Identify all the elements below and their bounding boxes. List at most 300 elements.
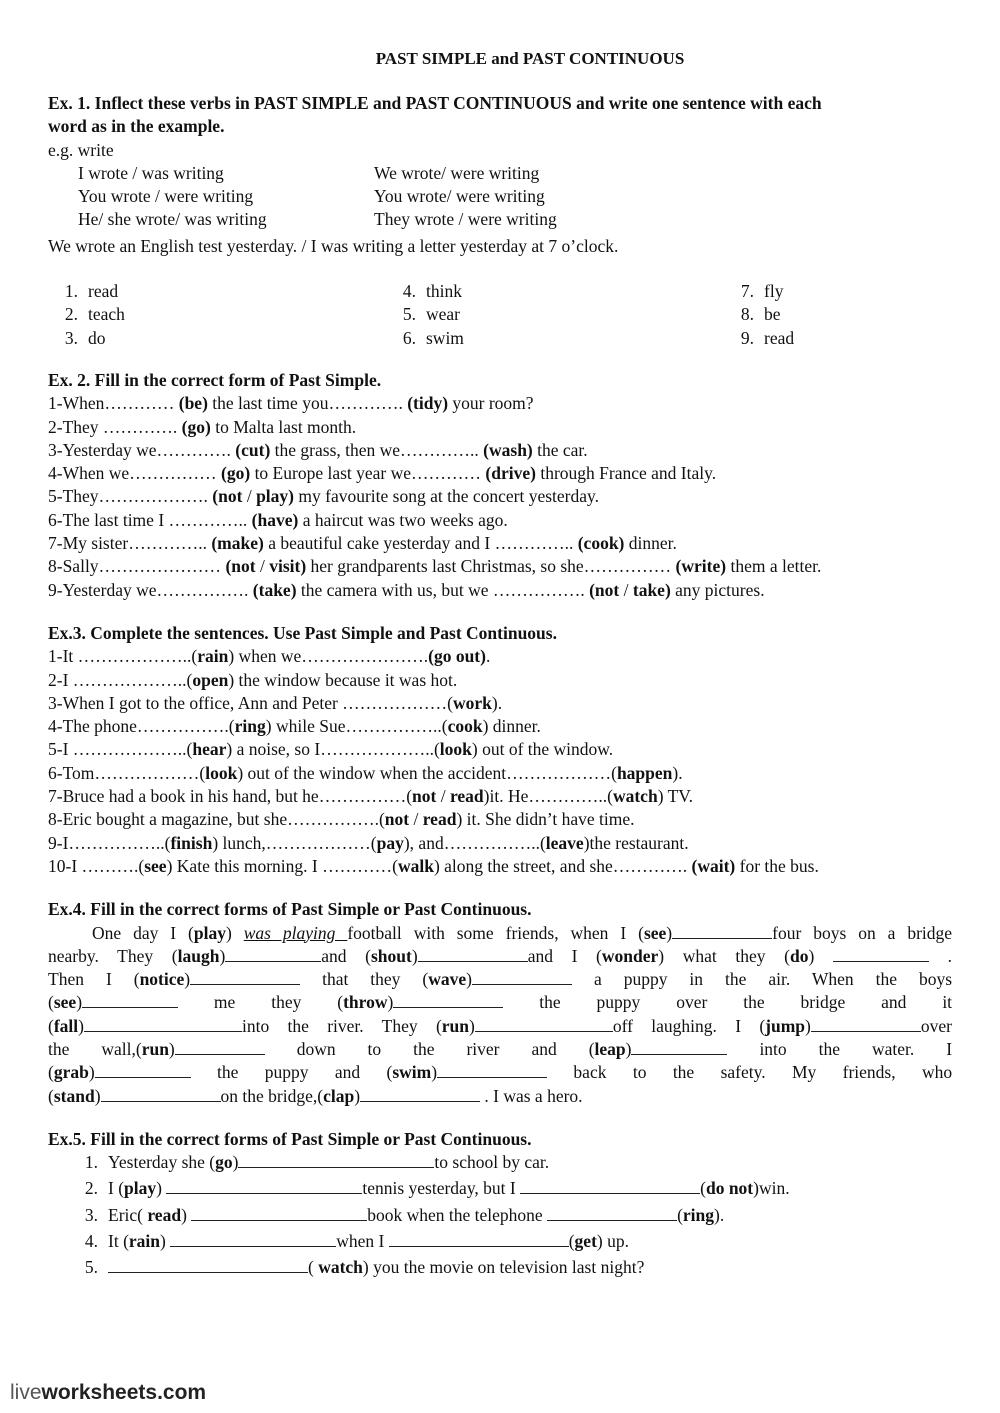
sentence-text: ( — [588, 1038, 595, 1059]
sentence-text: the — [217, 1062, 239, 1083]
sentence-text: ) — [469, 1015, 475, 1036]
verb-prompt: visit) — [269, 556, 307, 577]
sentence-text: / — [436, 786, 450, 807]
worksheet-title: PAST SIMPLE and PAST CONTINUOUS — [375, 49, 685, 68]
ex1-title-line2: word as in the example. — [48, 116, 225, 137]
answer-blank[interactable] — [547, 1204, 677, 1221]
numbered-sentence — [48, 1256, 952, 1279]
sentence-text: football with some friends, when I ( — [347, 922, 644, 943]
verb-prompt: see — [53, 992, 77, 1013]
sentence-text: to school by car. — [434, 1152, 550, 1173]
sentence-text: the — [818, 1038, 841, 1059]
sentence-text: )it. He…………..( — [483, 786, 613, 807]
verb-prompt: watch — [318, 1257, 363, 1278]
sentence-text: ) the window because it was hot. — [228, 669, 458, 690]
verb-word: be — [764, 304, 781, 325]
verb-prompt: (wait) — [691, 855, 736, 876]
exercise-sentence — [48, 715, 952, 738]
verb-prompt: work — [453, 692, 492, 713]
sentence-text: 1-When………… — [48, 393, 179, 414]
answer-blank[interactable] — [170, 1230, 336, 1247]
sentence-text: a beautiful cake yesterday and I ………….. — [263, 533, 578, 554]
sentence-text: ) along the street, and she…………. — [433, 855, 692, 876]
exercise-sentence — [48, 462, 952, 485]
sentence-text: I ( — [108, 1178, 125, 1199]
sentence-text: ( — [677, 1204, 683, 1225]
item-number: 8. — [740, 304, 754, 325]
numbered-sentence — [48, 1151, 952, 1174]
numbered-sentence — [48, 1204, 952, 1227]
answer-blank[interactable] — [393, 991, 503, 1008]
sentence-text: My — [791, 1062, 817, 1083]
item-number: 1. — [84, 1152, 98, 1173]
verb-prompt: swim — [392, 1062, 432, 1083]
verb-prompt: leap — [594, 1038, 626, 1059]
verb-word: do — [88, 327, 106, 348]
ex2-sentences — [48, 392, 952, 602]
ex4-story — [48, 922, 952, 1108]
sentence-text: ) out of the window when the accident………………( — [237, 762, 617, 783]
exercise-sentence — [48, 785, 952, 808]
verb-prompt: (go) — [181, 416, 211, 437]
sentence-text: ) a noise, so I………………..( — [226, 739, 440, 760]
verb-prompt: go — [215, 1152, 233, 1173]
verb-prompt: not — [384, 809, 410, 830]
sentence-text: and — [531, 1038, 557, 1059]
sentence-text: ( — [308, 1257, 319, 1278]
verb-prompt: read — [422, 809, 457, 830]
ex4-title: Ex.4. Fill in the correct forms of Past Simple or Past Continuous. — [48, 899, 532, 920]
sentence-text: over — [920, 1015, 952, 1036]
exercise-sentence — [48, 669, 952, 692]
sentence-text: they — [370, 969, 401, 990]
sentence-text: tennis yesterday, but I — [362, 1178, 521, 1199]
verb-prompt: finish — [170, 832, 213, 853]
sentence-text: a — [593, 969, 602, 990]
sentence-text: ) Kate this morning. I …………( — [166, 855, 398, 876]
sentence-body — [108, 1151, 549, 1174]
sentence-text: 8-Eric bought a magazine, but she…………….( — [48, 809, 385, 830]
sentence-text: ) — [387, 992, 394, 1013]
verb-word: swim — [426, 327, 464, 348]
sentence-text: book when the telephone — [367, 1204, 548, 1225]
sentence-text: puppy — [623, 969, 668, 990]
sentence-body — [108, 1204, 724, 1227]
verb-prompt: laugh — [177, 945, 220, 966]
sentence-text: ( — [386, 1062, 393, 1083]
sentence-text: a haircut was two weeks ago. — [298, 509, 508, 530]
verb-prompt: look — [205, 762, 238, 783]
story-line — [48, 1038, 952, 1061]
logo-live: live — [10, 1381, 42, 1404]
sentence-text: ). — [491, 692, 503, 713]
sentence-text: the — [743, 992, 765, 1013]
verb-prompt: get — [574, 1231, 597, 1252]
sentence-text: ) — [625, 1038, 632, 1059]
item-number: 4. — [402, 281, 416, 302]
sentence-text: 9-Yesterday we……………. — [48, 579, 253, 600]
verb-prompt: do — [790, 945, 809, 966]
verb-prompt: (go) — [221, 463, 251, 484]
story-line — [48, 1061, 952, 1084]
exercise-sentence — [48, 645, 952, 668]
verb-prompt: jump — [765, 1015, 806, 1036]
answer-blank[interactable] — [520, 1177, 700, 1194]
sentence-text: ) you the movie on television last night? — [362, 1257, 645, 1278]
verb-prompt: (tidy) — [407, 393, 449, 414]
exercise-sentence — [48, 485, 952, 508]
sentence-text: )the restaurant. — [583, 832, 689, 853]
sentence-text: )win. — [753, 1178, 790, 1199]
sentence-text: 1-It ………………..( — [48, 646, 198, 667]
sentence-text: through France and Italy. — [535, 463, 717, 484]
verb-word: read — [88, 281, 119, 302]
verb-prompt: (drive) — [485, 463, 536, 484]
sentence-text: ). — [672, 762, 683, 783]
exercise-sentence — [48, 808, 952, 831]
verb-prompt: stand — [53, 1085, 95, 1106]
ex1-verb-list — [48, 280, 952, 350]
sentence-text: / — [619, 579, 633, 600]
verb-prompt: hear — [192, 739, 227, 760]
ex3-title: Ex.3. Complete the sentences. Use Past Simple and Past Continuous. — [48, 622, 557, 643]
item-number: 5. — [402, 304, 416, 325]
sentence-text: 3-Yesterday we…………. — [48, 439, 236, 460]
verb-prompt: do not — [705, 1178, 754, 1199]
sentence-text: to Malta last month. — [210, 416, 357, 437]
sentence-body — [108, 1256, 644, 1279]
answer-blank[interactable] — [475, 1015, 613, 1032]
sentence-text: ) when we…………………. — [228, 646, 429, 667]
verb-prompt: read — [449, 786, 484, 807]
exercise-sentence — [48, 392, 952, 415]
sentence-text: ) — [78, 1015, 84, 1036]
item-number: 2. — [64, 304, 78, 325]
sentence-text: the — [725, 969, 747, 990]
verb-prompt: see — [643, 922, 667, 943]
sentence-text: for the bus. — [735, 855, 819, 876]
sentence-text: ( — [700, 1178, 706, 1199]
exercise-1 — [48, 92, 952, 350]
sentence-text: 9-I……………..( — [48, 832, 171, 853]
answer-blank[interactable] — [166, 1177, 362, 1194]
sentence-text: ) — [805, 1015, 811, 1036]
sentence-text: back — [573, 1062, 607, 1083]
conj-cell: They wrote / were writing — [374, 209, 557, 230]
sentence-text: ( — [48, 1062, 54, 1083]
answer-blank[interactable] — [672, 922, 772, 939]
sentence-text: bridge — [800, 992, 846, 1013]
sentence-text: and I ( — [527, 945, 602, 966]
verb-prompt: grab — [53, 1062, 89, 1083]
sentence-text: 3-When I got to the office, Ann and Peter ………………( — [48, 692, 454, 713]
sentence-text: 5-I ………………..( — [48, 739, 193, 760]
item-number: 2. — [84, 1178, 98, 1199]
verb-prompt: open — [192, 669, 229, 690]
answer-blank[interactable] — [82, 991, 178, 1008]
sentence-text: ) — [232, 1152, 239, 1173]
story-line — [48, 922, 952, 945]
verb-prompt: (be) — [178, 393, 208, 414]
answer-blank[interactable] — [191, 1204, 367, 1221]
sentence-text: ) — [181, 1204, 192, 1225]
sentence-text: ( — [568, 1231, 575, 1252]
exercise-sentence — [48, 416, 952, 439]
sentence-text: the last time you…………. — [207, 393, 408, 414]
conj-cell: I wrote / was writing — [78, 162, 224, 183]
exercise-sentence — [48, 555, 952, 578]
verb-prompt: cook — [447, 716, 483, 737]
sentence-text: ) — [94, 1085, 101, 1106]
verb-prompt: throw — [343, 992, 388, 1013]
sentence-text: it — [942, 992, 953, 1013]
verb-list-item — [386, 280, 724, 303]
sentence-text: / — [255, 556, 270, 577]
verb-prompt: play — [124, 1178, 157, 1199]
story-line — [48, 991, 952, 1014]
sentence-text: air. — [768, 969, 791, 990]
exercise-sentence — [48, 855, 952, 878]
sentence-text: four boys on a bridge — [772, 922, 953, 943]
verb-prompt: rain — [197, 646, 229, 667]
sentence-text: ) — [219, 945, 226, 966]
item-number: 7. — [740, 281, 754, 302]
ex1-conjugation-table — [48, 162, 952, 232]
exercise-sentence — [48, 762, 952, 785]
ex1-example-sentence: We wrote an English test yesterday. / I was writing a letter yesterday at 7 o’clock. — [48, 235, 619, 256]
sentence-text: to Europe last year we………… — [250, 463, 486, 484]
sentence-text: boys — [919, 969, 953, 990]
ex5-title: Ex.5. Fill in the correct forms of Past Simple or Past Continuous. — [48, 1128, 532, 1149]
item-number: 3. — [64, 327, 78, 348]
sentence-text: 8-Sally………………… — [48, 556, 226, 577]
verb-prompt: (have) — [251, 509, 299, 530]
verb-prompt: happen — [616, 762, 673, 783]
sentence-text: the — [539, 992, 561, 1013]
sentence-text: / — [242, 486, 257, 507]
sentence-text: When — [811, 969, 854, 990]
story-line — [48, 1085, 952, 1108]
sentence-text: friends, — [842, 1062, 896, 1083]
verb-prompt: take) — [632, 579, 671, 600]
verb-prompt: (cut) — [235, 439, 271, 460]
sentence-text: into — [759, 1038, 787, 1059]
sentence-body — [108, 1230, 629, 1253]
sentence-text: the — [672, 1062, 695, 1083]
exercise-sentence — [48, 738, 952, 761]
story-line — [48, 968, 952, 991]
sentence-text: the grass, then we………….. — [270, 439, 484, 460]
answer-blank[interactable] — [631, 1038, 727, 1055]
logo-com: .com — [157, 1381, 207, 1404]
answer-blank[interactable] — [389, 1230, 569, 1247]
verb-prompt: (make) — [211, 533, 264, 554]
sentence-text: ( — [48, 992, 54, 1013]
sentence-text: 4-When we…………… — [48, 463, 222, 484]
numbered-sentence — [48, 1177, 952, 1200]
sentence-text: One day I ( — [92, 922, 194, 943]
verb-prompt: wonder — [601, 945, 659, 966]
sentence-text: ). — [714, 1204, 725, 1225]
sentence-text: 2-They …………. — [48, 416, 182, 437]
sentence-text: your room? — [448, 393, 534, 414]
verb-prompt: (wash) — [483, 439, 533, 460]
sentence-text: I — [946, 1038, 953, 1059]
sentence-text: 6-The last time I ………….. — [48, 509, 252, 530]
sentence-text: ( — [337, 992, 344, 1013]
conj-cell: You wrote/ were writing — [374, 186, 545, 207]
verb-list-item — [386, 303, 724, 326]
verb-prompt: (go out) — [428, 646, 486, 667]
verb-prompt: pay — [376, 832, 404, 853]
sentence-text: It ( — [108, 1231, 129, 1252]
sentence-text: that — [322, 969, 349, 990]
conj-cell: You wrote / were writing — [78, 186, 254, 207]
verb-list-item — [48, 280, 386, 303]
sentence-text: wall,( — [101, 1038, 142, 1059]
sentence-text: the — [875, 969, 898, 990]
sentence-text: to — [632, 1062, 647, 1083]
verb-prompt: ring — [234, 716, 266, 737]
verb-prompt: (take) — [252, 579, 297, 600]
answer-blank[interactable] — [437, 1061, 547, 1078]
exercise-4 — [48, 898, 952, 1108]
sentence-text: to — [367, 1038, 382, 1059]
verb-prompt: clap — [323, 1085, 355, 1106]
sentence-text: when I — [336, 1231, 389, 1252]
sentence-text: and ( — [321, 945, 371, 966]
exercise-sentence — [48, 579, 952, 602]
sentence-text: down — [296, 1038, 336, 1059]
item-number: 4. — [84, 1231, 98, 1252]
verb-list-item — [48, 303, 386, 326]
answer-blank[interactable] — [95, 1061, 191, 1078]
verb-prompt: rain — [128, 1231, 161, 1252]
sentence-text: 10-I ……….( — [48, 855, 145, 876]
sentence-text: ( — [48, 1085, 54, 1106]
story-line — [48, 1015, 952, 1038]
sentence-body — [108, 1177, 790, 1200]
sentence-text: the — [413, 1038, 435, 1059]
sentence-text: dinner. — [624, 533, 677, 554]
sentence-text: Eric( — [108, 1204, 148, 1225]
sentence-text: ( — [133, 969, 140, 990]
sentence-text: I — [105, 969, 112, 990]
sentence-text: ) up. — [596, 1231, 629, 1252]
verb-prompt: look — [439, 739, 472, 760]
sentence-text: Yesterday she ( — [108, 1152, 216, 1173]
answer-blank[interactable] — [472, 968, 572, 985]
sentence-text: safety. — [720, 1062, 766, 1083]
sentence-text: ) what they ( — [658, 945, 791, 966]
sentence-text: Then — [48, 969, 84, 990]
sentence-text: 7-My sister………….. — [48, 533, 212, 554]
answer-blank[interactable] — [238, 1151, 434, 1168]
numbered-sentence — [48, 1230, 952, 1253]
answer-blank[interactable] — [360, 1085, 480, 1102]
item-number: 6. — [402, 327, 416, 348]
answer-blank[interactable] — [190, 968, 300, 985]
sentence-text: on the bridge,( — [220, 1085, 324, 1106]
verb-word: teach — [88, 304, 125, 325]
verb-prompt: (not — [225, 556, 256, 577]
sentence-text: . — [928, 945, 952, 966]
sentence-text: 7-Bruce had a book in his hand, but he……………( — [48, 786, 413, 807]
item-number: 5. — [84, 1257, 98, 1278]
sentence-text: . I was a hero. — [480, 1085, 583, 1106]
answer-blank[interactable] — [833, 945, 929, 962]
sentence-text: any pictures. — [670, 579, 765, 600]
sentence-text: ), and……………..( — [403, 832, 546, 853]
verb-word: fly — [764, 281, 784, 302]
verb-prompt: run — [441, 1015, 470, 1036]
story-line — [48, 945, 952, 968]
sentence-text: . — [485, 646, 491, 667]
sentence-text: ) — [168, 1038, 175, 1059]
sentence-text: they — [271, 992, 302, 1013]
verb-prompt: not — [412, 786, 437, 807]
verb-list-item — [724, 303, 924, 326]
sentence-text: ) — [808, 945, 833, 966]
sentence-text: 4-The phone…………….( — [48, 716, 235, 737]
answer-blank[interactable] — [811, 1015, 921, 1032]
verb-list-item — [724, 280, 924, 303]
ex1-example-label: e.g. write — [48, 139, 114, 160]
answer-blank[interactable] — [101, 1085, 221, 1102]
answer-blank[interactable] — [108, 1256, 308, 1273]
conj-cell: We wrote/ were writing — [374, 162, 540, 183]
sentence-text: ( — [422, 969, 429, 990]
sentence-text: ) — [225, 922, 244, 943]
item-number: 1. — [64, 281, 78, 302]
answer-blank[interactable] — [225, 945, 321, 962]
answer-blank[interactable] — [418, 945, 528, 962]
sentence-text: ) TV. — [657, 786, 694, 807]
verb-prompt: fall — [53, 1015, 79, 1036]
sentence-text: the car. — [532, 439, 588, 460]
worksheet — [48, 48, 952, 1283]
verb-prompt: wave — [428, 969, 467, 990]
ex3-sentences — [48, 645, 952, 878]
verb-prompt: play — [193, 922, 226, 943]
sentence-text: in — [689, 969, 704, 990]
liveworksheets-logo — [10, 1381, 206, 1404]
verb-prompt: leave — [545, 832, 584, 853]
answer-blank[interactable] — [175, 1038, 265, 1055]
sentence-text: puppy — [264, 1062, 309, 1083]
answer-blank[interactable] — [84, 1015, 242, 1032]
verb-prompt: (not — [212, 486, 243, 507]
verb-prompt: notice — [139, 969, 185, 990]
sentence-text: ) — [666, 922, 673, 943]
sentence-text: 2-I ………………..( — [48, 669, 193, 690]
sentence-text: ) — [466, 969, 472, 990]
verb-prompt: play) — [256, 486, 294, 507]
verb-prompt: shout — [371, 945, 412, 966]
verb-list-item — [48, 327, 386, 350]
ex5-sentences — [48, 1151, 952, 1279]
sentence-text: ) — [156, 1178, 167, 1199]
exercise-2 — [48, 369, 952, 602]
sentence-text: puppy — [596, 992, 641, 1013]
verb-prompt: watch — [612, 786, 658, 807]
exercise-sentence — [48, 832, 952, 855]
sentence-text: who — [921, 1062, 953, 1083]
item-number: 3. — [84, 1204, 98, 1225]
sentence-text: them a letter. — [726, 556, 822, 577]
sentence-text: 6-Tom………………( — [48, 762, 206, 783]
sentence-text: river — [466, 1038, 500, 1059]
